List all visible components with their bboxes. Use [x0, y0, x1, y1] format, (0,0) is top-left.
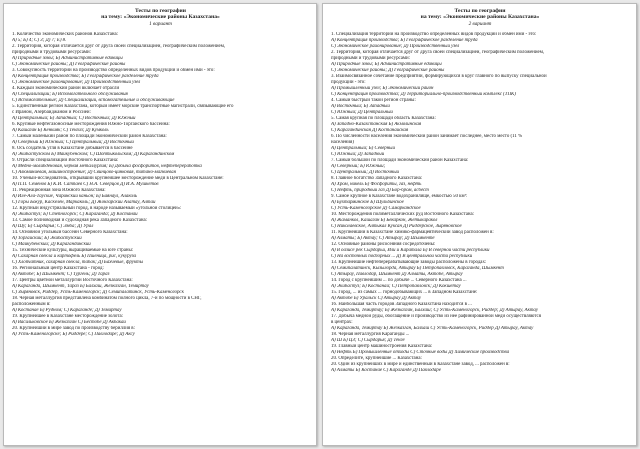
question-line: 3. Совокупность территорий на производство определенных видов продукции и обмен ими - это:: [12, 68, 215, 74]
answer-options-line: С) Нефть, природный газ Д) Бор-бром, асбест: [331, 188, 429, 194]
question-line: 20. Один из крупнейших в мире и единственный в Казахстане завод, ... расположен в:: [331, 362, 510, 368]
answer-options-line: А) Специализации; Б) Вспомогательного обслуживания: [12, 92, 128, 98]
answer-options-line: С) Экономическое районирование; Д) Производственный узел: [12, 80, 141, 86]
answer-options-line: А) Северный Б) Южный; С) Центральный; Д) Восточный: [12, 140, 134, 146]
test-page-variant-1: [3, 3, 317, 446]
answer-options-line: А) Экибастуз; Б) Степногорск; С) Караганда; Д) Костанай: [12, 212, 138, 218]
answer-options-line: А) Природные зоны; Б) Административные единицы: [331, 62, 442, 68]
question-line: 18. Черная металлургия представлена комбинатом полного цикла, 7-й по мощности в СНГ,: [12, 296, 202, 302]
answer-options-line: С) На восточных подгорных ... Д) В центральной части республики: [331, 254, 473, 260]
variant-label: 2 вариант: [468, 20, 492, 27]
answer-options-line: А) В оазисе рек Сырдарьи, Или и Каратала Б) В северной части республики: [331, 248, 490, 254]
question-line: 11. Крупнейший в Казахстане химико-фармацевтический завод расположен в:: [331, 230, 494, 236]
test-page-variant-2: [322, 3, 637, 446]
question-line: 8. Ось создатель угля в Казахстане добывается в бассейне: [12, 146, 133, 152]
page-subtitle: на тему: «Экономические районы Казахстана»: [420, 14, 540, 21]
answer-options-line: А) Кашаган Б) Кенкияк; С) Тенгиз; Д) Кумколь: [12, 128, 109, 134]
answer-options-line: А) Экибастузском Б) Майкубенском; С) Шоптыкольском; Д) Карагандинском: [12, 152, 175, 158]
answer-options-line: А) Васильковское Б) Жезказган С) Бестобе Д) Акбакай: [12, 320, 126, 326]
question-line: природными и трудовыми ресурсами:: [12, 50, 91, 56]
answer-options-line: А) Медно-молибденовая, черная металлургия; Б) Добыча фосфоритов, нефтепереработка: [12, 164, 202, 170]
answer-options-line: А) Алматы Б) Костанае С) Караганде Д) Павлодаре: [331, 368, 441, 374]
answer-options-line: С) Горы Бокур, Каскелен, Маркаколь; Д) Жонгарский Алатау, Алтай: [12, 200, 156, 206]
question-line: 2. Территория, которая отличается друг от друга своей специализацией, географическим положением,: [12, 44, 226, 50]
answer-options-line: С) Центральный; Д) Восточный: [331, 170, 399, 176]
question-line: 5. Самая крупная по площади область Казахстана:: [331, 116, 436, 122]
question-line: 1. Специализация территории на производство определенных видов продукции и обмен ими - это:: [331, 32, 537, 38]
answer-options-line: С) Атырау, Павлодар, Шымкент Д) Алматы, Актобе, Атырау: [331, 272, 463, 278]
answer-options-line: А) Концентрация производства; Б) Географическое разделение труда: [12, 74, 159, 80]
answer-options-line: А) Торгайский; Б) Экибастузский: [12, 236, 82, 242]
answer-options-line: С) Концентрация производства; Д) Территориально-производственный комплекс (ТПК): [331, 92, 516, 98]
question-line: 12. Основные районы рисосеяния сосредоточены:: [331, 242, 436, 248]
answer-options-line: А) Центральный; Б) Западный; С) Восточный; Д) Южный: [12, 116, 136, 122]
question-line: 4. Самый быстрый такой регион страны:: [331, 98, 416, 104]
page-title: Тесты по географии: [135, 8, 186, 14]
answer-options-line: А) Бухтарминское Б) Шульбинское: [331, 200, 404, 206]
answer-options-line: А) Хром, никель Б) Фосфориты, газ, нефть: [331, 182, 422, 188]
answer-options-line: С) Вспомогательные; Д) Специализации, вспомогательные и обслуживающие: [12, 98, 175, 104]
question-line: расположенным в:: [12, 302, 51, 308]
question-line: 10. Ученый-исследователь, открывший крупнейшее месторождение меди в Центральном Казахстане:: [12, 176, 224, 182]
question-line: 6. По численности населения экономический район занимает последнее, место место (11 %: [331, 134, 523, 140]
answer-options-line: А) Жаманкол, Кашаган Б) Бекаркон, Жетыкаракол: [331, 218, 438, 224]
answer-options-line: А) Актобе; Б) Шымкент; С) Тургень; Д) Тараз: [12, 272, 110, 278]
question-line: 16. Наибольшая часть городов Западного Казахстана находится в ...: [331, 302, 472, 308]
answer-options-line: С) Алюминиевая, машиностроение; Д) Свинцово-цинковая, титано-магниевая: [12, 170, 176, 176]
question-line: 12. Крупный индустриальный город, в народе называемый «угольной столицей»:: [12, 206, 182, 212]
page-subtitle: на тему: «Экономические районы Казахстана»: [101, 14, 220, 21]
question-line: 17. Добыча медной руды, обогащение и производство из нее рафинированной меди осуществляются: [331, 314, 541, 320]
question-line: 9. Самое крупное в Казахстане водохранилище, емкостью 50 км³:: [331, 194, 468, 200]
answer-options-line: С) Николаевское, Алтыкал Куксан Д) Риддерское, Зыряновское: [331, 224, 462, 230]
question-line: 1. Количество экономических районов Казахстана:: [12, 32, 119, 38]
question-line: 4. Каждый экономический район включает отрасли: [12, 86, 120, 92]
answer-options-line: А) Караганда, Темиртау Б) Жезказган, Балхаш С) Усть-Каменогорск, Риддер Д) Атырау, Актау: [331, 326, 534, 332]
question-line: 9. Отрасли специализации Восточного Казахстана:: [12, 158, 119, 164]
answer-options-line: А) Концентрация производства; Б) Географическое разделение труда: [331, 38, 478, 44]
question-line: 14. Основной угольный бассейн Северного Казахстана:: [12, 230, 128, 236]
answer-options-line: А) Семипалатинск, Кызылорда, Атырау Б) Петропавловск, Караганда, Шымкент: [331, 266, 504, 272]
question-line: с Ираном, Азербайджаном и Россией:: [12, 110, 91, 116]
question-line: 13. Крупнейшие нефтеперерабатывающие заводы расположены в городах:: [331, 260, 487, 266]
variant-label: 1 вариант: [149, 20, 172, 27]
question-line: 11. Рекреационная зона Южного Казахстана:: [12, 188, 106, 194]
answer-options-line: С) Усть-Каменогорское Д) Самаркандское: [331, 206, 421, 212]
answer-options-line: А) Нефть Б) Промышленные отходы С) Сточные воды Д) Химические производства: [331, 350, 510, 356]
answer-options-line: А) Промышленный узел; Б) Экономический район: [331, 86, 434, 92]
answer-options-line: А) Сахарная свекла и картофель Б) Пшеница, рис, кукуруза: [12, 254, 136, 260]
question-line: 6. Крупные нефтегазоносные месторождения Южно-Торгайского бассейна:: [12, 122, 170, 128]
question-list: [12, 32, 309, 338]
question-line: 2. Территория, которая отличается друг от друга своей специализацией, географическим положением,: [331, 50, 545, 56]
answer-options-line: С) Экономические районы; Д) Географические районы: [12, 62, 126, 68]
question-line: 15. Технические культуры, выращиваемые на юге страны:: [12, 248, 134, 254]
answer-options-line: С) Зыряновск, Риддер, Усть-Каменогорск; Д) Семипалатинск, Усть-Каменогорск: [12, 290, 184, 296]
question-line: населения): [331, 140, 354, 146]
answer-options-line: А) Караганда, Темиртау; Б) Жезказган, Балхаш; С) Усть-Каменогорск, Риддер; Д) Атырау, Актау: [331, 308, 538, 314]
answer-options-line: А) Экибастуз; Б) Костанай; С) Петропавловск; Д) Кокшетау: [331, 284, 461, 290]
answer-options-line: А) Ш Б) ЦЗ; С) Сырдарья; Д) Тенге: [331, 338, 405, 344]
answer-options-line: А) Костанае Б) Рудном; С) Караганде; Д) Темиртау: [12, 308, 122, 314]
answer-options-line: С) Карагандинская Д) Костанайская: [331, 128, 409, 134]
question-line: 3. Взаимосвязанное сочетание предприятий, формирующихся в круг главного по выпуску специальной: [331, 74, 547, 80]
answer-options-line: С) Экономическое районирование; Д) Производственный узел: [331, 44, 460, 50]
answer-options-line: А) Западно-Казахстанская Б) Акмолинская: [331, 122, 422, 128]
question-line: продукции - это:: [331, 80, 366, 86]
answer-options-line: А) Актобе Б) Уральск С) Атырау Д) Актау: [331, 296, 422, 302]
question-line: в центрах:: [331, 320, 353, 326]
answer-options-line: А) Северный; Б) Южный;: [331, 164, 386, 170]
answer-options-line: А) Восточный; Б) Западный: [331, 104, 390, 110]
question-line: 16. Региональный центр Казахстана - город:: [12, 266, 104, 272]
question-line: 18. Черная металлургия Караганды ...: [331, 332, 410, 338]
answer-options-line: А) Центральный; Б) Северный: [331, 146, 395, 152]
question-line: 5. Единственный регион Казахстана, который имеет морские транспортные магистрали, связывающие его: [12, 104, 234, 110]
question-line: природными и трудовыми ресурсами:: [331, 56, 410, 62]
answer-options-line: С) Экономические районы; Д) Географические районы: [331, 68, 445, 74]
question-line: 19. Главный центр машиностроения Казахстана:: [331, 344, 433, 350]
answer-options-line: А) Усть-Каменогорске; Б) Риддере; С) Павлодаре; Д) Аксу: [12, 332, 135, 338]
answer-options-line: А) Алматы; Б) Актау; С) Атырау; Д) Шымкенте: [331, 236, 435, 242]
question-line: 20. Крупнейший в мире завод по производству бериллия в:: [12, 326, 135, 332]
question-line: 13. Самое полноводная и судоходная река Западного Казахстана:: [12, 218, 148, 224]
answer-options-line: А) Природные зоны; Б) Административные единицы: [12, 56, 123, 62]
question-line: 7. Самый маленький район по площади экономический район Казахстана:: [12, 134, 167, 140]
question-line: 17. Центры цветной металлургии Восточного Казахстана:: [12, 278, 133, 284]
question-line: 14. Город с крупнейшим ... по добыче ... Северного Казахстана ...: [331, 278, 467, 284]
answer-options-line: А) Шу; Б) Сырдарья; С) Эмба; Д) Урал: [12, 224, 94, 230]
page-title: Тесты по географии: [454, 8, 506, 14]
answer-options-line: А) Иле-Ала-Тауские, Чаринский каньон; Б) Баянаул, Алаколь: [12, 194, 138, 200]
answer-options-line: С) Майкубенский; Д) Карагандинский: [12, 242, 91, 248]
question-line: 15. Город, ... из самых ... горнодобывающих ... в Западном Казахстане:: [331, 290, 478, 296]
question-line: 20. Определите, крупнейшие ... Казахстана:: [331, 356, 422, 362]
answer-options-line: А) 5; Б) 4; С) 3; Д) 7; Е) 8.: [12, 38, 67, 44]
question-list: [331, 32, 629, 374]
answer-options-line: С) Южный; Д) Центральный: [331, 110, 393, 116]
question-line: 7. Самый большой по площади экономический район Казахстана:: [331, 158, 469, 164]
question-line: 10. Месторождения полиметаллических руд Восточного Казахстана:: [331, 212, 475, 218]
answer-options-line: А) Караганда, Шымкент, Тараз Б) Балхаш, Жезказган, Темиртау: [12, 284, 149, 290]
answer-options-line: С) Южный; Д) Западный: [331, 152, 385, 158]
question-line: 8. Главное богатство Западного Казахстана:: [331, 176, 423, 182]
answer-options-line: А) П.П. Семенов Б) К.И. Сатпаев С) Н.А. Северцов Д) И.А. Мушкетов: [12, 182, 159, 188]
answer-options-line: С) Хлопчатник, сахарная свекла, табак; Д) Бахчевые, фрукты: [12, 260, 144, 266]
question-line: 19. Крупнейшее в Казахстане месторождение золота:: [12, 314, 123, 320]
